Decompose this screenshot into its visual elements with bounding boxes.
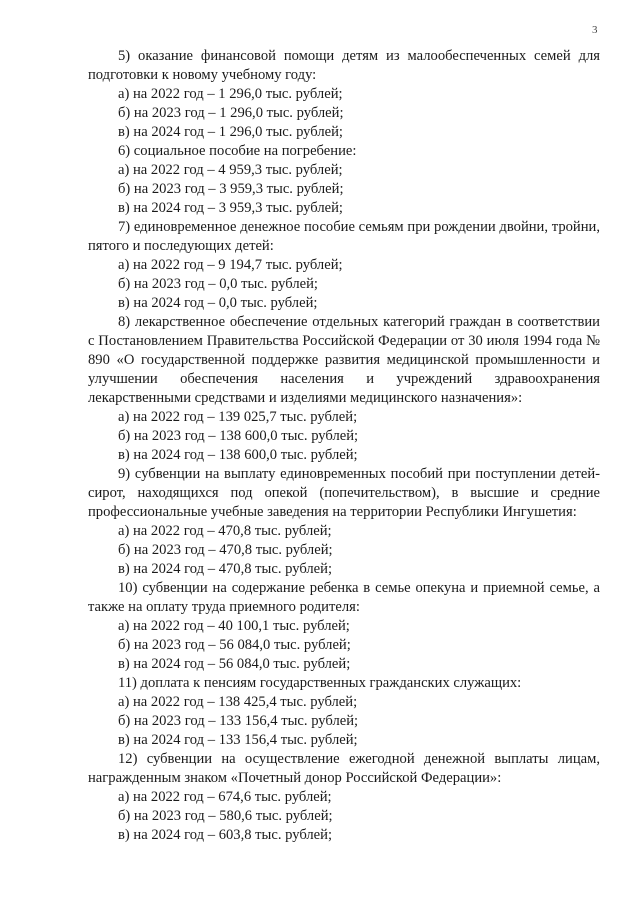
amount-line: в) на 2024 год – 56 084,0 тыс. рублей;	[118, 656, 351, 672]
paragraph-item-8: 8) лекарственное обеспечение отдельных категорий граждан в соответствии с Постановлением Правительства Российской Федерации от 30 июля 1994 года № 890 «О государственной поддержке развития медицинской промышленности и улучшении обеспечения населения и учреждений здравоохранения лекарственными средствами и изделиями медицинского назначения»:	[88, 314, 600, 406]
paragraph-item-11: 11) доплата к пенсиям государственных гражданских служащих:	[118, 675, 522, 691]
paragraph-item-5: 5) оказание финансовой помощи детям из малообеспеченных семей для подготовки к новому учебному году:	[88, 48, 600, 83]
paragraph-item-7: 7) единовременное денежное пособие семьям при рождении двойни, тройни, пятого и последующих детей:	[88, 219, 600, 254]
amount-line: а) на 2022 год – 138 425,4 тыс. рублей;	[118, 694, 358, 710]
amount-line: в) на 2024 год – 133 156,4 тыс. рублей;	[118, 732, 358, 748]
amount-line: а) на 2022 год – 139 025,7 тыс. рублей;	[118, 409, 358, 425]
document-body	[88, 47, 600, 845]
amount-line: в) на 2024 год – 138 600,0 тыс. рублей;	[118, 447, 358, 463]
amount-line: б) на 2023 год – 0,0 тыс. рублей;	[118, 276, 318, 292]
amount-line: в) на 2024 год – 3 959,3 тыс. рублей;	[118, 200, 343, 216]
amount-line: в) на 2024 год – 0,0 тыс. рублей;	[118, 295, 318, 311]
amount-line: а) на 2022 год – 470,8 тыс. рублей;	[118, 523, 332, 539]
paragraph-item-6: 6) социальное пособие на погребение:	[118, 143, 357, 159]
amount-line: в) на 2024 год – 603,8 тыс. рублей;	[118, 827, 333, 843]
paragraph-item-10: 10) субвенции на содержание ребенка в семье опекуна и приемной семье, а также на оплату труда приемного родителя:	[88, 580, 600, 615]
paragraph-item-12: 12) субвенции на осуществление ежегодной денежной выплаты лицам, награжденным знаком «Почетный донор Российской Федерации»:	[88, 751, 600, 786]
amount-line: а) на 2022 год – 674,6 тыс. рублей;	[118, 789, 332, 805]
amount-line: б) на 2023 год – 470,8 тыс. рублей;	[118, 542, 333, 558]
amount-line: б) на 2023 год – 3 959,3 тыс. рублей;	[118, 181, 344, 197]
amount-line: в) на 2024 год – 470,8 тыс. рублей;	[118, 561, 333, 577]
amount-line: а) на 2022 год – 40 100,1 тыс. рублей;	[118, 618, 350, 634]
amount-line: в) на 2024 год – 1 296,0 тыс. рублей;	[118, 124, 343, 140]
amount-line: б) на 2023 год – 138 600,0 тыс. рублей;	[118, 428, 359, 444]
amount-line: б) на 2023 год – 1 296,0 тыс. рублей;	[118, 105, 344, 121]
amount-line: а) на 2022 год – 1 296,0 тыс. рублей;	[118, 86, 343, 102]
page-number: 3	[592, 24, 598, 36]
amount-line: а) на 2022 год – 9 194,7 тыс. рублей;	[118, 257, 343, 273]
amount-line: б) на 2023 год – 133 156,4 тыс. рублей;	[118, 713, 359, 729]
amount-line: а) на 2022 год – 4 959,3 тыс. рублей;	[118, 162, 343, 178]
paragraph-item-9: 9) субвенции на выплату единовременных пособий при поступлении детей-сирот, находящихся под опекой (попечительством), в высшие и средние профессиональные учебные заведения на территории Республики Ингушетия:	[88, 466, 600, 520]
amount-line: б) на 2023 год – 56 084,0 тыс. рублей;	[118, 637, 351, 653]
amount-line: б) на 2023 год – 580,6 тыс. рублей;	[118, 808, 333, 824]
